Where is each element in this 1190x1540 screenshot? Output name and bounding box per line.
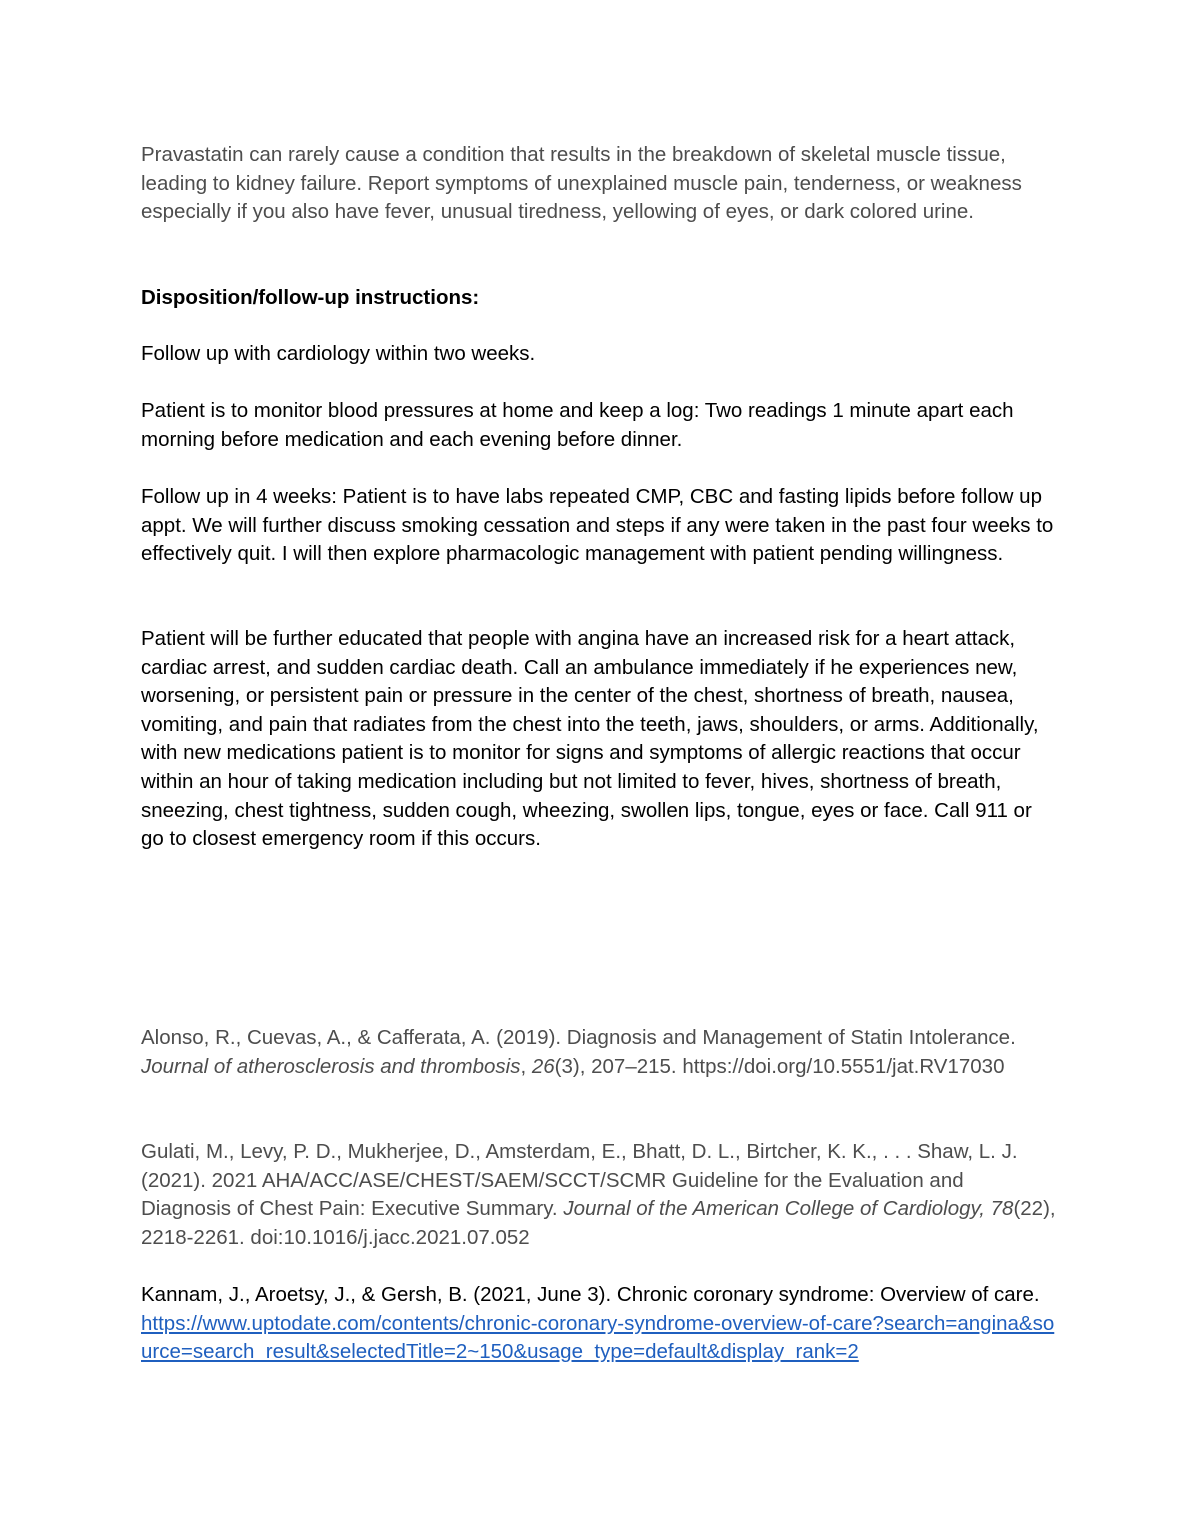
reference-alonso	[141, 1024, 1056, 1081]
reference-kannam-link[interactable]: https://www.uptodate.com/contents/chronic-coronary-syndrome-overview-of-care?search=angina&source=search_result&selectedTitle=2~150&usage_type=default&display_rank=2	[141, 1311, 1055, 1364]
reference-alonso-separator: ,	[520, 1054, 532, 1078]
follow-up-cardiology-paragraph: Follow up with cardiology within two weeks.	[141, 342, 536, 365]
reference-gulati-authors: Gulati, M., Levy, P. D., Mukherjee, D., Amsterdam, E., Bhatt, D. L., Birtcher, K. K., . . . Shaw, L. J. (2021). 2021 AHA/ACC/ASE/CHEST/SAEM/SCCT/SCMR Guideline for the Evaluation and Diagnosis of Chest Pain: Executive Summary.	[141, 1140, 1018, 1221]
bp-monitoring-paragraph: Patient is to monitor blood pressures at home and keep a log: Two readings 1 minute apart each morning before medication and each evening before dinner.	[141, 399, 1014, 451]
reference-gulati	[141, 1138, 1056, 1252]
reference-gulati-rest: (22), 2218-2261. doi:10.1016/j.jacc.2021.07.052	[141, 1197, 1056, 1249]
reference-kannam-text: Kannam, J., Aroetsy, J., & Gersh, B. (2021, June 3). Chronic coronary syndrome: Overview of care.	[141, 1283, 1040, 1306]
statin-warning-paragraph: Pravastatin can rarely cause a condition that results in the breakdown of skeletal muscle tissue, leading to kidney failure. Report symptoms of unexplained muscle pain, tenderness, or weakness especially if you also have fever, unusual tiredness, yellowing of eyes, or dark colored urine.	[141, 143, 1022, 224]
reference-alonso-volume: 26	[531, 1054, 555, 1078]
angina-education-paragraph: Patient will be further educated that people with angina have an increased risk for a heart attack, cardiac arrest, and sudden cardiac death. Call an ambulance immediately if he experiences new, worsening, or persistent pain or pressure in the center of the chest, shortness of breath, nausea, vomiting, and pain that radiates from the chest into the teeth, jaws, shoulders, or arms. Additionally, with new medications patient is to monitor for signs and symptoms of allergic reactions that occur within an hour of taking medication including but not limited to fever, hives, shortness of breath, sneezing, chest tightness, sudden cough, wheezing, swollen lips, tongue, eyes or face. Call 911 or go to closest emergency room if this occurs.	[141, 627, 1039, 851]
reference-alonso-journal: Journal of atherosclerosis and thrombosis	[141, 1054, 521, 1078]
disposition-heading: Disposition/follow-up instructions:	[141, 286, 480, 309]
reference-alonso-rest: (3), 207–215. https://doi.org/10.5551/jat.RV17030	[554, 1054, 1005, 1078]
follow-up-labs-paragraph: Follow up in 4 weeks: Patient is to have labs repeated CMP, CBC and fasting lipids before follow up appt. We will further discuss smoking cessation and steps if any were taken in the past four weeks to effectively quit. I will then explore pharmacologic management with patient pending willingness.	[141, 485, 1054, 566]
reference-gulati-journal: Journal of the American College of Cardiology, 78	[563, 1197, 1014, 1221]
reference-alonso-authors: Alonso, R., Cuevas, A., & Cafferata, A. (2019). Diagnosis and Management of Statin Intolerance.	[141, 1026, 1016, 1049]
reference-kannam	[141, 1281, 1056, 1367]
